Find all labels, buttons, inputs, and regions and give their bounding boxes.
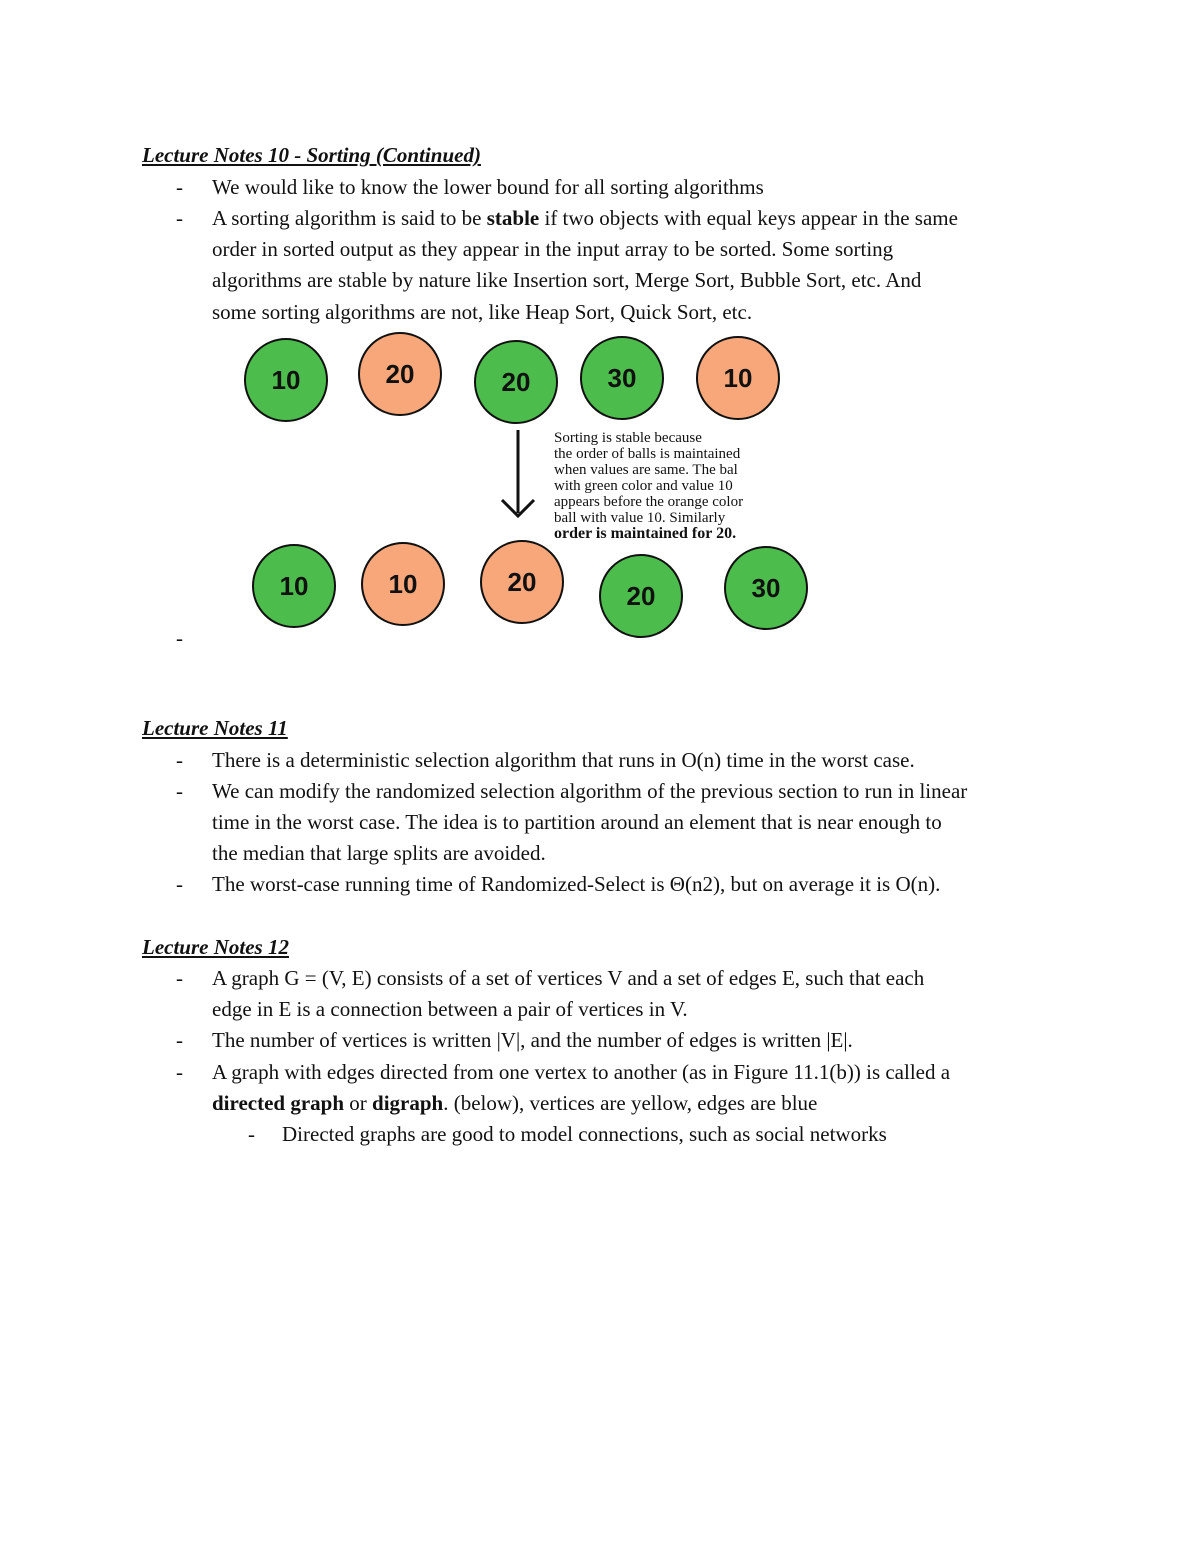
bullet-dash: -: [176, 779, 183, 803]
caption-line: order is maintained for 20.: [554, 525, 737, 542]
section-heading-10: Lecture Notes 10 - Sorting (Continued): [142, 143, 481, 167]
section-heading-11: Lecture Notes 11: [142, 716, 288, 740]
bullet-text: There is a deterministic selection algorithm that runs in O(n) time in the worst case.: [212, 748, 915, 772]
ball-value: 20: [385, 359, 415, 389]
bullet-text: [212, 208, 958, 229]
bullet-dash: -: [176, 748, 183, 772]
bullet-text-continuation: edge in E is a connection between a pair of vertices in V.: [212, 997, 688, 1021]
bullet-text-continuation: some sorting algorithms are not, like Heap Sort, Quick Sort, etc.: [212, 300, 753, 324]
ball-value: 30: [751, 573, 781, 603]
bullet-dash: -: [176, 872, 183, 896]
bullet-text: A graph with edges directed from one vertex to another (as in Figure 11.1(b)) is called a: [212, 1060, 951, 1084]
ball-value: 20: [507, 567, 537, 597]
bottom-row-ball-3: [481, 541, 563, 623]
bullet-text: The number of vertices is written |V|, and the number of edges is written |E|.: [212, 1028, 853, 1052]
section-heading-12: Lecture Notes 12: [142, 935, 289, 959]
ball-value: 10: [388, 569, 418, 599]
caption-line: the order of balls is maintained: [554, 446, 741, 462]
bullet-text: We can modify the randomized selection algorithm of the previous section to run in linear: [212, 779, 968, 803]
caption-line: with green color and value 10: [554, 478, 733, 494]
top-row-ball-2: [359, 333, 441, 415]
text-run: or: [344, 1091, 373, 1115]
bullet-dash: -: [176, 1060, 183, 1084]
text-run: . (below), vertices are yellow, edges are blue: [443, 1091, 818, 1115]
top-row-ball-4: [581, 337, 663, 419]
bullet-text-continuation: algorithms are stable by nature like Insertion sort, Merge Sort, Bubble Sort, etc. And: [212, 268, 922, 292]
ball-value: 20: [626, 581, 656, 611]
top-row-ball-5: [697, 337, 779, 419]
bullet-dash: -: [176, 1028, 183, 1052]
ball-value: 10: [271, 365, 301, 395]
bullet-text-continuation: [212, 1093, 817, 1114]
bullet-text: We would like to know the lower bound for all sorting algorithms: [212, 175, 764, 199]
bottom-row-ball-5: [725, 547, 807, 629]
bullet-text-continuation: time in the worst case. The idea is to partition around an element that is near enough to: [212, 810, 942, 834]
text-run: if two objects with equal keys appear in the same: [539, 206, 958, 230]
stable-sort-figure: [230, 330, 830, 640]
caption-line: when values are same. The bal: [554, 462, 738, 478]
caption-line: appears before the orange color: [554, 494, 744, 510]
ball-value: 30: [607, 363, 637, 393]
bottom-row-ball-4: [600, 555, 682, 637]
bold-term-digraph: digraph: [372, 1091, 444, 1115]
bullet-dash: -: [176, 626, 183, 650]
bullet-dash: -: [176, 175, 183, 199]
caption-line: ball with value 10. Similarly: [554, 510, 726, 526]
caption-line: Sorting is stable because: [554, 430, 702, 446]
bullet-text: A graph G = (V, E) consists of a set of vertices V and a set of edges E, such that each: [212, 966, 925, 990]
bullet-dash: -: [176, 966, 183, 990]
top-row-ball-3: [475, 341, 557, 423]
bullet-text-continuation: the median that large splits are avoided.: [212, 841, 546, 865]
bullet-dash: -: [176, 206, 183, 230]
bold-term-stable: stable: [486, 206, 540, 230]
bottom-row-ball-2: [362, 543, 444, 625]
ball-value: 10: [279, 571, 309, 601]
bullet-text-continuation: order in sorted output as they appear in the input array to be sorted. Some sorting: [212, 237, 894, 261]
bullet-text: The worst-case running time of Randomized-Select is Θ(n2), but on average it is O(n).: [212, 872, 941, 896]
top-row-ball-1: [245, 339, 327, 421]
bold-term-directed-graph: directed graph: [212, 1091, 345, 1115]
text-run: A sorting algorithm is said to be: [212, 206, 487, 230]
down-arrow-icon: [502, 430, 534, 516]
bottom-row-ball-1: [253, 545, 335, 627]
ball-value: 20: [501, 367, 531, 397]
sub-bullet-dash: -: [248, 1122, 255, 1146]
sub-bullet-text: Directed graphs are good to model connections, such as social networks: [282, 1122, 887, 1146]
figure-caption: [554, 430, 743, 542]
ball-value: 10: [723, 363, 753, 393]
